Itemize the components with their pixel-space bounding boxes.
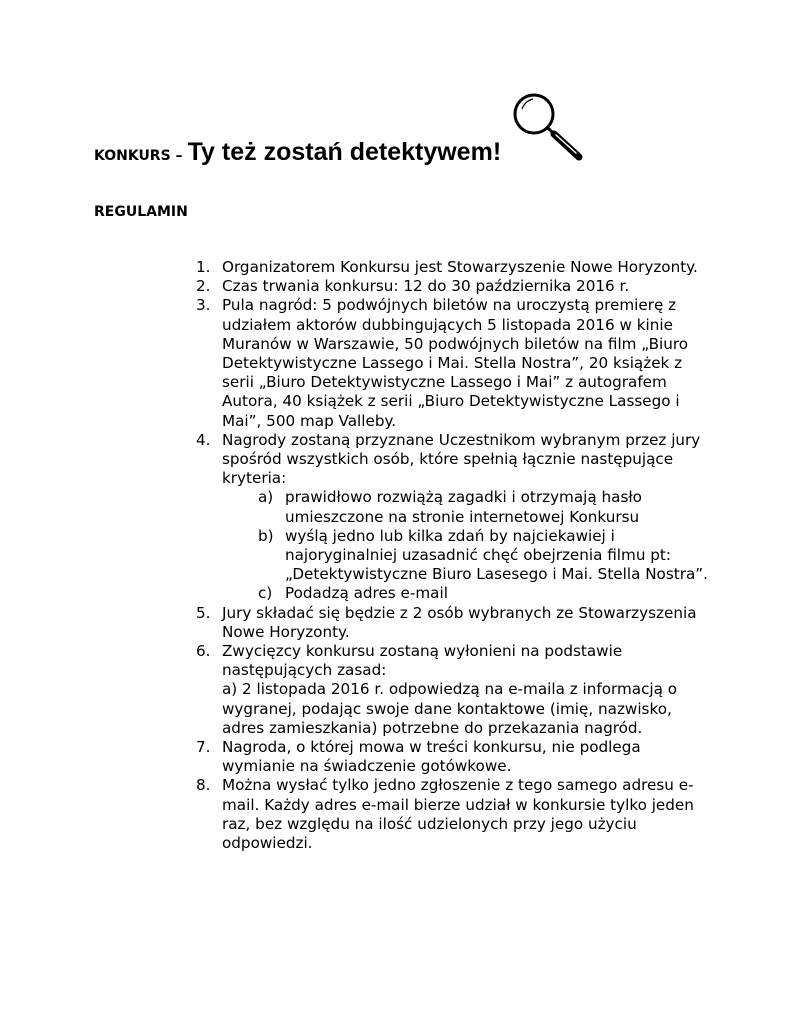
criteria-letter: a) <box>258 488 274 507</box>
criteria-text: Podadzą adres e-mail <box>285 584 448 603</box>
criteria-item <box>258 584 716 603</box>
criteria-list <box>222 488 716 603</box>
rule-text: Czas trwania konkursu: 12 do 30 października 2016 r. <box>222 277 630 296</box>
criteria-item <box>258 527 716 585</box>
rule-text: Jury składać się będzie z 2 osób wybranych ze Stowarzyszenia Nowe Horyzonty. <box>222 603 697 641</box>
header-kicker: KONKURS – <box>94 148 183 164</box>
criteria-letter: b) <box>258 526 274 545</box>
rule-text: Nagrody zostaną przyznane Uczestnikom wybranym przez jury spośród wszystkich osób, które spełnią łącznie następujące kryteria: <box>222 430 701 488</box>
rule-item <box>196 277 716 296</box>
document-title: Ty też zostań detektywem! <box>187 138 502 166</box>
rule-subtext: a) 2 listopada 2016 r. odpowiedzą na e-maila z informacją o wygranej, podając swoje dane kontaktowe (imię, nazwisko, adres zamieszkania) potrzebne do przekazania nagród. <box>222 680 678 737</box>
rule-text: Nagroda, o której mowa w treści konkursu, nie podlega wymianie na świadczenie gotówkowe. <box>222 738 641 776</box>
rule-number: 6. <box>196 642 211 661</box>
criteria-item <box>258 488 716 526</box>
rule-number: 8. <box>196 776 211 795</box>
rule-number: 1. <box>196 258 211 276</box>
rule-item <box>196 738 716 776</box>
rules-list <box>196 258 716 853</box>
document-header <box>94 138 501 167</box>
rule-item <box>196 258 716 277</box>
rule-number: 4. <box>196 430 211 449</box>
rule-text: Zwycięzcy konkursu zostaną wyłonieni na podstawie następujących zasad: <box>222 642 623 680</box>
rule-item <box>196 642 716 738</box>
rule-number: 7. <box>196 738 211 757</box>
rule-number: 3. <box>196 296 211 315</box>
rule-text: Można wysłać tylko jedno zgłoszenie z tego samego adresu e-mail. Każdy adres e-mail bierze udział w konkursie tylko jeden raz, bez względu na ilość udzielonych przy jego użyciu odpowiedzi. <box>222 776 694 853</box>
criteria-letter: c) <box>258 584 273 603</box>
rule-text: Organizatorem Konkursu jest Stowarzyszenie Nowe Horyzonty. <box>222 258 698 276</box>
criteria-text: prawidłowo rozwiążą zagadki i otrzymają hasło umieszczone na stronie internetowej Konkursu <box>285 488 642 526</box>
rule-item <box>196 776 716 853</box>
magnifying-glass-icon <box>510 91 584 163</box>
rule-item <box>196 431 716 604</box>
rule-text: Pula nagród: 5 podwójnych biletów na uroczystą premierę z udziałem aktorów dubbingujących 5 listopada 2016 w kinie Muranów w Warszawie, 50 podwójnych biletów na film „Biuro Detektywistyczne Lassego i Mai. Stella Nostra”, 20 książek z serii „Biuro Detektywistyczne Lassego i Mai” z autografem Autora, 40 książek z serii „Biuro Detektywistyczne Lassego i Mai”, 500 map Valleby. <box>222 296 689 430</box>
section-title: REGULAMIN <box>94 204 188 220</box>
rule-item <box>196 296 716 430</box>
rule-item <box>196 604 716 642</box>
criteria-text: wyślą jedno lub kilka zdań by najciekawiej i najoryginalniej uzasadnić chęć obejrzenia filmu pt: „Detektywistyczne Biuro Lasesego i Mai. Stella Nostra”. <box>285 526 708 584</box>
rule-number: 5. <box>196 603 211 622</box>
rule-number: 2. <box>196 277 211 296</box>
